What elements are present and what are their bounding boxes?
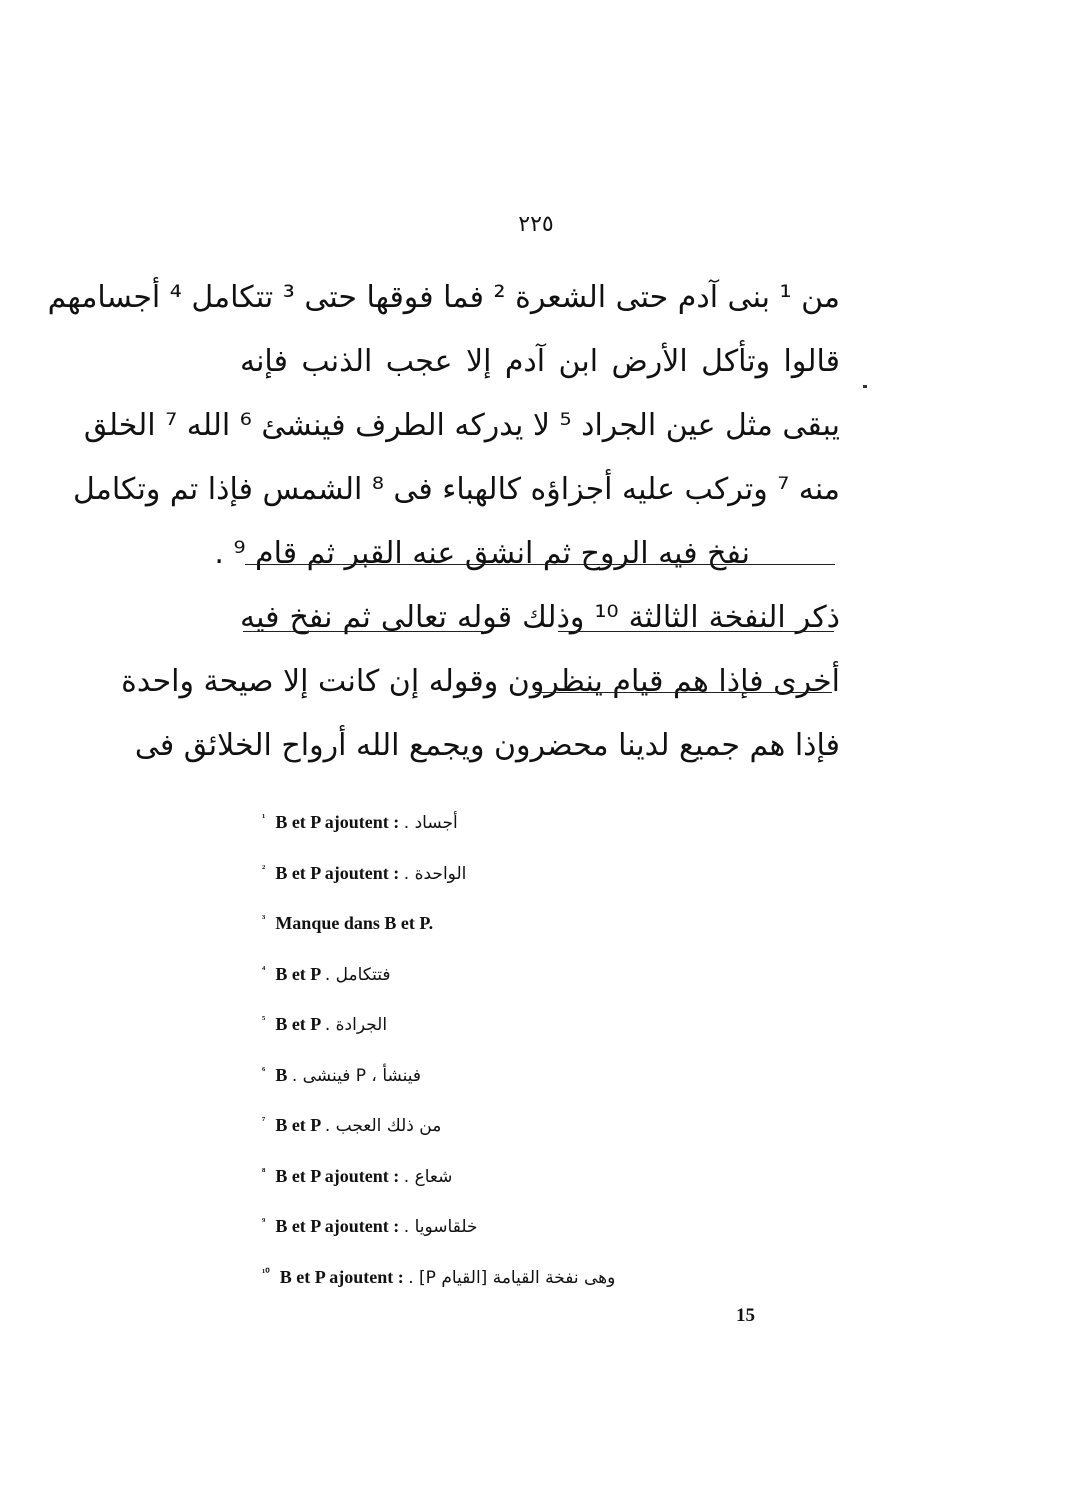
- page-number-bottom: 15: [736, 1305, 755, 1326]
- arabic-body-text: [47, 266, 840, 778]
- text-line-3: يبقى مثل عين الجراد ⁵ لا يدركه الطرف فينشئ ⁶ الله ⁷ الخلق: [83, 408, 840, 443]
- footnote: $^{^3}$ Manque dans B et P.: [262, 913, 434, 933]
- underline-rule: [243, 631, 483, 632]
- footnotes: [262, 804, 822, 1309]
- text-line-8: فإذا هم جميع لدينا محضرون ويجمع الله أرواح الخلائق فى: [134, 728, 840, 763]
- text-line-6: ذكر النفخة الثالثة ¹⁰ وذلك قوله تعالى ثم نفخ فيه: [240, 600, 840, 635]
- margin-mark: [863, 385, 867, 388]
- text-line-5: نفخ فيه الروح ثم انشق عنه القبر ثم قام ⁹ .: [214, 536, 750, 571]
- footnote: $^{^1}$ B et P ajoutent : أجساد .: [262, 812, 458, 833]
- footnote: $^{^5}$ B et P الجرادة .: [262, 1014, 388, 1035]
- text-line-4: منه ⁷ وتركب عليه أجزاؤه كالهباء فى ⁸ الشمس فإذا تم وتكامل: [73, 472, 840, 507]
- text-line-7: أخرى فإذا هم قيام ينظرون وقوله إن كانت إلا صيحة واحدة: [121, 664, 840, 699]
- footnote: $^{^4}$ B et P فتتكامل .: [262, 963, 391, 985]
- footnote: $^{^8}$ B et P ajoutent : شعاع .: [262, 1165, 453, 1187]
- text-line-2: قالوا وتأكل الأرض ابن آدم إلا عجب الذنب فإنه: [240, 344, 840, 379]
- text-line-1: من ¹ بنى آدم حتى الشعرة ² فما فوقها حتى ³ تتكامل ⁴ أجسامهم: [47, 280, 840, 315]
- footnote: $^{^{10}}$ B et P ajoutent : وهى نفخة القيامة [القيام P] .: [262, 1266, 616, 1288]
- underline-rule: [535, 692, 832, 693]
- underline-rule: [558, 631, 834, 632]
- underline-rule: [245, 564, 835, 565]
- footnote: $^{^2}$ B et P ajoutent : الواحدة .: [262, 862, 467, 884]
- footnote: $^{^9}$ B et P ajoutent : خلقاسويا .: [262, 1216, 478, 1237]
- page-number-top: ٢٢٥: [518, 212, 554, 237]
- footnote: $^{^7}$ B et P من ذلك العجب .: [262, 1115, 442, 1136]
- footnote: $^{^6}$ B فينشأ ، P فينشى .: [262, 1064, 422, 1086]
